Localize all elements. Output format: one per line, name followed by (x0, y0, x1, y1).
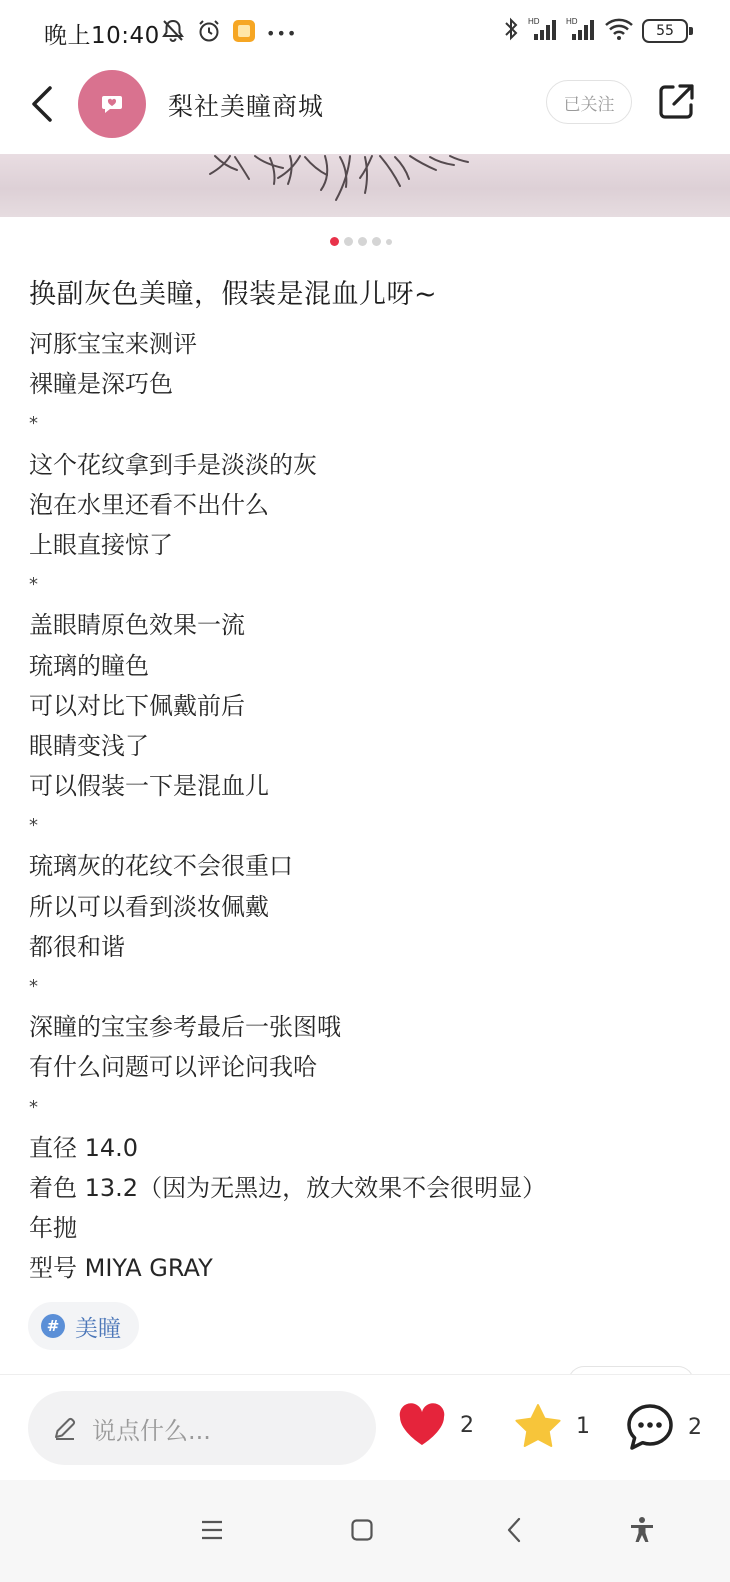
post-line: 年抛 (29, 1214, 77, 1243)
accessibility-icon (628, 1516, 656, 1544)
post-separator: * (29, 815, 38, 837)
post-line: 所以可以看到淡妆佩戴 (29, 892, 269, 921)
post-line: 型号 MIYA GRAY (29, 1254, 213, 1283)
shop-avatar[interactable] (78, 70, 146, 138)
topic-tag-label: 美瞳 (75, 1315, 121, 1342)
carousel-dot (358, 237, 367, 246)
menu-icon (200, 1519, 224, 1541)
post-line: 这个花纹拿到手是淡淡的灰 (29, 450, 317, 479)
carousel-indicator (330, 237, 392, 246)
app-notification-icon (232, 19, 256, 47)
shop-header (0, 62, 730, 154)
bluetooth-icon (502, 16, 520, 46)
wifi-icon (604, 16, 634, 46)
like-button[interactable] (398, 1403, 474, 1447)
share-icon (656, 82, 696, 122)
comment-input[interactable] (28, 1391, 376, 1465)
post-separator: * (29, 413, 38, 435)
comment-placeholder: 说点什么... (92, 1416, 211, 1445)
shop-name[interactable]: 梨社美瞳商城 (168, 92, 325, 121)
status-bar (0, 0, 730, 62)
mute-bell-icon (160, 18, 186, 48)
status-left-icons (160, 18, 297, 48)
nav-back-button[interactable] (492, 1508, 536, 1552)
post-separator: * (29, 574, 38, 596)
post-line: 眼睛变浅了 (29, 731, 149, 760)
post-separator: * (29, 976, 38, 997)
post-line: 琉璃灰的花纹不会很重口 (29, 852, 293, 881)
bottom-action-bar (0, 1374, 730, 1480)
post-line: 泡在水里还看不出什么 (29, 490, 269, 519)
chat-heart-icon (101, 95, 123, 113)
post-line: 有什么问题可以评论问我哈 (29, 1053, 317, 1082)
topic-tag[interactable] (28, 1302, 139, 1350)
post-line: 琉璃的瞳色 (29, 651, 149, 680)
status-time: 晚上10:40 (44, 23, 160, 49)
like-count: 2 (460, 1412, 474, 1438)
battery-icon: 55 (642, 19, 688, 43)
chevron-left-icon (28, 84, 56, 124)
svg-text:HD: HD (528, 17, 540, 26)
post-image-carousel[interactable] (0, 154, 730, 217)
hashtag-icon: # (41, 1314, 65, 1338)
comment-button[interactable] (626, 1403, 702, 1451)
heart-icon (398, 1403, 446, 1447)
signal-icon-2 (566, 16, 596, 46)
back-button[interactable] (22, 82, 62, 126)
carousel-dot (330, 237, 339, 246)
favorite-count: 1 (576, 1413, 590, 1439)
post-body (29, 324, 709, 1289)
post-line: 盖眼睛原色效果一流 (29, 611, 245, 640)
comment-count: 2 (688, 1414, 702, 1440)
post-title: 换副灰色美瞳，假装是混血儿呀~ (29, 279, 438, 310)
post-line: 都很和谐 (29, 932, 125, 961)
carousel-dot (344, 237, 353, 246)
comment-bubble-icon (626, 1403, 674, 1451)
post-line: 河豚宝宝来测评 (29, 330, 197, 358)
share-button[interactable] (656, 82, 696, 122)
post-line: 上眼直接惊了 (29, 530, 173, 559)
post-line: 着色 13.2（因为无黑边，放大效果不会很明显） (29, 1173, 547, 1202)
nav-accessibility-button[interactable] (620, 1508, 664, 1552)
carousel-dot (372, 237, 381, 246)
post-line: 可以对比下佩戴前后 (29, 691, 245, 720)
chevron-left-icon (506, 1517, 522, 1543)
favorite-button[interactable] (514, 1403, 590, 1449)
more-dots-icon: ••• (266, 23, 298, 43)
nav-home-button[interactable] (340, 1508, 384, 1552)
star-icon (514, 1403, 562, 1449)
signal-icon-1 (528, 16, 558, 46)
nav-menu-button[interactable] (190, 1508, 234, 1552)
square-icon (350, 1518, 374, 1542)
post-separator: * (29, 1096, 38, 1118)
carousel-dot (386, 239, 392, 245)
post-line: 直径 14.0 (29, 1133, 139, 1162)
system-nav-bar (0, 1480, 730, 1582)
eye-lashes-photo (0, 154, 730, 217)
post-line: 裸瞳是深巧色 (29, 370, 173, 399)
alarm-icon (196, 18, 222, 48)
status-right-icons (502, 16, 688, 46)
post-line: 深瞳的宝宝参考最后一张图哦 (29, 1013, 341, 1042)
svg-text:HD: HD (566, 17, 578, 26)
pencil-icon (52, 1415, 78, 1441)
follow-button[interactable]: 已关注 (546, 80, 632, 124)
post-line: 可以假装一下是混血儿 (29, 772, 269, 801)
